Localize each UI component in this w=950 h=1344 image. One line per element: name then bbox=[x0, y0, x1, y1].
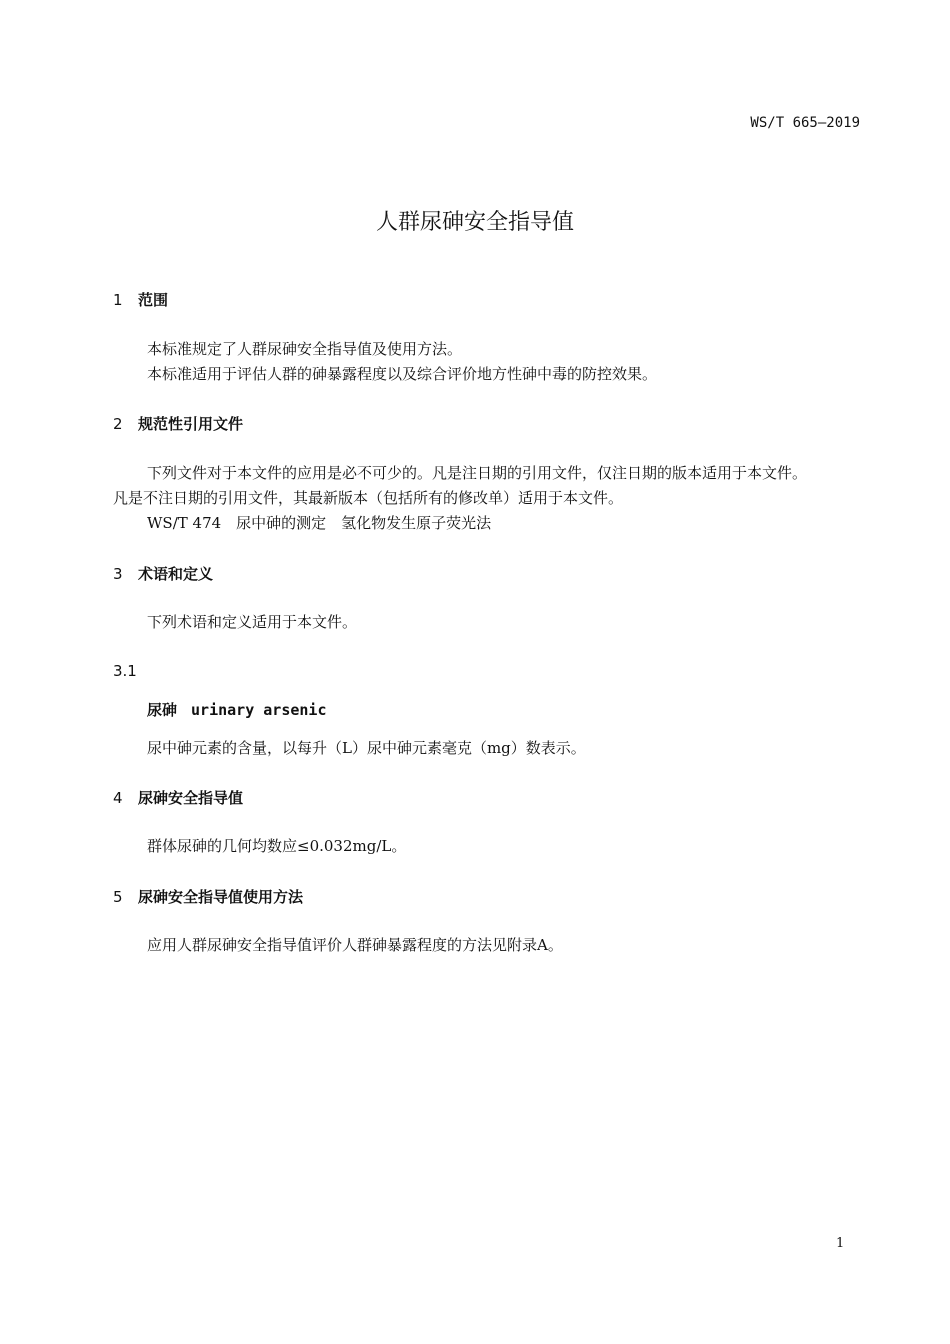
subsection-number: 3.1 bbox=[113, 662, 137, 680]
section-title: 范围 bbox=[138, 291, 169, 309]
section-number: 5 bbox=[113, 888, 123, 906]
section-4-heading bbox=[113, 787, 243, 808]
paragraph: 本标准规定了人群尿砷安全指导值及使用方法。 bbox=[147, 340, 463, 358]
section-title: 尿砷安全指导值 bbox=[138, 789, 244, 807]
paragraph: 群体尿砷的几何均数应≤0.032mg/L。 bbox=[147, 837, 407, 855]
section-title: 尿砷安全指导值使用方法 bbox=[138, 888, 304, 906]
term-english: urinary arsenic bbox=[191, 701, 327, 719]
page-number: 1 bbox=[836, 1236, 845, 1251]
reference-item: WS/T 474 尿中砷的测定 氢化物发生原子荧光法 bbox=[147, 514, 492, 532]
section-3-heading bbox=[113, 563, 213, 584]
term-entry bbox=[147, 699, 326, 720]
section-5-heading bbox=[113, 886, 303, 907]
paragraph: 应用人群尿砷安全指导值评价人群砷暴露程度的方法见附录A。 bbox=[147, 936, 563, 954]
term-definition: 尿中砷元素的含量，以每升（L）尿中砷元素毫克（mg）数表示。 bbox=[147, 739, 586, 757]
paragraph: 下列术语和定义适用于本文件。 bbox=[147, 613, 358, 631]
term-chinese: 尿砷 bbox=[147, 701, 178, 719]
section-number: 1 bbox=[113, 291, 123, 309]
section-number: 2 bbox=[113, 415, 123, 433]
standard-code: WS/T 665—2019 bbox=[750, 115, 860, 131]
section-title: 规范性引用文件 bbox=[138, 415, 244, 433]
paragraph: 本标准适用于评估人群的砷暴露程度以及综合评价地方性砷中毒的防控效果。 bbox=[147, 365, 658, 383]
paragraph: 凡是不注日期的引用文件，其最新版本（包括所有的修改单）适用于本文件。 bbox=[113, 489, 624, 507]
paragraph: 下列文件对于本文件的应用是必不可少的。凡是注日期的引用文件，仅注日期的版本适用于本文件。 bbox=[147, 464, 808, 482]
document-title: 人群尿砷安全指导值 bbox=[375, 210, 574, 235]
section-number: 3 bbox=[113, 565, 123, 583]
section-1-heading bbox=[113, 289, 168, 310]
section-title: 术语和定义 bbox=[138, 565, 214, 583]
section-number: 4 bbox=[113, 789, 123, 807]
section-2-heading bbox=[113, 413, 243, 434]
